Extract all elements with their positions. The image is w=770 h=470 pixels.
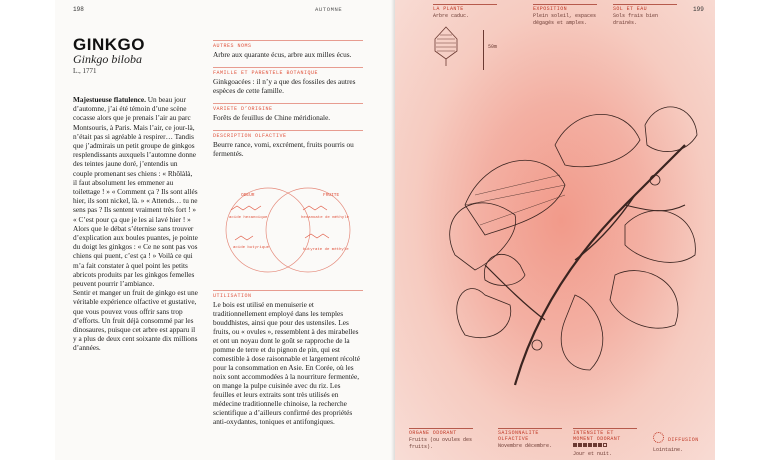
main-text xyxy=(73,95,198,353)
paragraph-2: Sentir et manger un fruit de ginkgo est une véritable expérience olfactive et gustative, que vous pouvez vous offrir sans trop d’efforts. Un fruit déjà consommé par les dinosaures, puisque cet arbre est apparu il y a plus de deux cent soixante dix millions d’années. xyxy=(73,288,198,353)
tag-seasonality xyxy=(498,428,562,450)
info-block xyxy=(213,67,363,95)
ginkgo-leaf xyxy=(555,114,640,166)
size-label: 50m xyxy=(488,44,498,50)
ginkgo-leaf xyxy=(645,107,697,152)
molecule-structure xyxy=(305,234,329,238)
info-label: VARIETE D’ORIGINE xyxy=(213,103,363,112)
venn-label-right: FRUITE xyxy=(323,193,340,198)
ginkgo-leaf xyxy=(610,271,678,329)
info-block xyxy=(213,130,363,158)
molecule-name: acide butyrique xyxy=(233,246,270,250)
molecule-structure xyxy=(303,206,327,210)
usage-section xyxy=(213,290,363,426)
intensity-dot-filled xyxy=(593,443,597,447)
info-text: Forêts de feuillus de Chine méridionale. xyxy=(213,113,331,122)
tag-label: SAISONNALITE OLFACTIVE xyxy=(498,428,562,442)
ginkgo-fruit xyxy=(532,340,542,350)
info-text: Beurre rance, vomi, excrément, fruits pourris ou fermentés. xyxy=(213,140,354,158)
ginkgo-leaf xyxy=(465,160,565,235)
molecule-name: hexanoate de méthyle xyxy=(301,216,350,220)
ginkgo-leaf xyxy=(450,203,516,270)
intensity-dot-filled xyxy=(588,443,592,447)
tag-label: INTENSITE ET MOMENT ODORANT xyxy=(573,428,637,442)
tag-label: LA PLANTE xyxy=(433,4,497,12)
right-page xyxy=(395,0,715,460)
diffusion-icon xyxy=(653,432,664,443)
plant-title: GINKGO xyxy=(73,35,145,54)
intro-text: Un beau jour d’automne, j’ai été témoin d’une scène cocasse alors que je prenais l’air au parc Montsouris, à Paris. Mais l’air, ce jour-là, n’était pas si agréable à respirer… Tandis que j’admirais un petit groupe de ginkgos resplendissants auxquels l’automne donne des teintes jaune doré, j’entendis un couple promenant ses chiens : « Rhôlàlà, il faut absolument les emmener au toilettage ! » « Comment ça ? Ils sont allés hier, ils sont nickel, là. » « Attends… tu ne sens pas ? Ils sentent vraiment très fort ! » « C’est pour ça que je les ai lavé hier ! » Alors que le débat s’éternise sans trouver d’explication aux boules puantes, je pointe du doigt les ginkgos : « Ce ne sont pas vos chiens qui puent, c’est ça ! » Voilà ce qui m’a fait constater à quel point les petits abricots produits par les ginkgos femelles peuvent pourrir l’ambiance. xyxy=(73,95,198,289)
ginkgo-leaf xyxy=(625,211,695,263)
info-block xyxy=(213,40,363,59)
book-spread xyxy=(55,0,715,460)
info-label: FAMILLE ET PARENTELE BOTANIQUE xyxy=(213,67,363,76)
tag-value: Arbre caduc. xyxy=(433,13,470,19)
venn-label-left: ODEUR xyxy=(241,193,255,198)
info-label: DESCRIPTION OLFACTIVE xyxy=(213,130,363,139)
venn-circle-left xyxy=(226,188,310,272)
intensity-dots xyxy=(573,443,637,450)
tag-label: ORGANE ODORANT xyxy=(409,428,473,436)
page-number-right: 199 xyxy=(693,6,704,13)
info-text: Ginkgoacées : il n’y a que des fossiles des autres espèces de cette famille. xyxy=(213,77,356,95)
ginkgo-leaf xyxy=(457,289,511,338)
tag-value: Plein soleil, espaces dégagés et amples. xyxy=(533,13,597,26)
intensity-dot-filled xyxy=(583,443,587,447)
molecule-name: acide hexanoique xyxy=(229,216,268,220)
tag-diffusion xyxy=(653,428,709,454)
molecule-name: butyrate de méthyle xyxy=(303,248,349,252)
tree-silhouette-icon xyxy=(433,25,459,67)
tag-label: SOL ET EAU xyxy=(613,4,677,12)
info-block xyxy=(213,103,363,122)
info-column xyxy=(213,40,363,166)
tag-intensity xyxy=(573,428,637,457)
tag-value: Jour et nuit. xyxy=(573,450,613,457)
intensity-dot-empty xyxy=(603,443,607,447)
tag-label: EXPOSITION xyxy=(533,4,597,12)
odor-venn-diagram xyxy=(213,178,363,288)
venn-circle-right xyxy=(266,188,350,272)
tag-exposition xyxy=(533,4,597,26)
latin-name: Ginkgo biloba xyxy=(73,52,142,66)
intro-bold: Majestueuse flatulence. xyxy=(73,95,146,104)
page-number-left: 198 xyxy=(73,6,84,13)
usage-text: Le bois est utilisé en menuiserie et traditionnellement employé dans les temples bouddhistes, ainsi que pour des ustensiles. Les fruits, ou « ovules », ressemblent à des mirabelles et ont un noyau dont le goût se rapproche de la pomme de terre et du pignon de pin, qui est comestible à dose raisonnable et largement récolté pour la consommation en Asie. En Corée, où les noix sont accommodées à la nourriture fermentée, on mange la pulpe cuisinée avec du riz. Les feuilles et leurs extraits sont très utilisés en médecine traditionnelle chinoise, la recherche scientifique a d’ailleurs confirmé des propriétés anti-oxydantes, toniques et antifongiques. xyxy=(213,300,360,426)
tag-plant xyxy=(433,4,497,20)
left-page xyxy=(55,0,395,460)
section-title: AUTOMNE xyxy=(315,6,343,13)
info-text: Arbre aux quarante écus, arbre aux milles écus. xyxy=(213,50,352,59)
ginkgo-leaf xyxy=(561,295,603,370)
tag-value: Novembre décembre. xyxy=(498,443,553,449)
tag-value: Sols frais bien drainés. xyxy=(613,13,659,26)
author-citation: L., 1771 xyxy=(73,67,97,75)
intensity-dot-filled xyxy=(598,443,602,447)
tag-odor-organ xyxy=(409,428,473,450)
tag-value: Lointaine. xyxy=(653,447,684,453)
molecule-structure xyxy=(235,236,253,240)
side-branch xyxy=(485,265,545,320)
molecule-structure xyxy=(231,206,261,210)
info-label: AUTRES NOMS xyxy=(213,40,363,49)
side-branch xyxy=(625,205,685,211)
ginkgo-illustration xyxy=(425,85,705,405)
intensity-dot-filled xyxy=(573,443,577,447)
size-scale-bar xyxy=(483,30,484,70)
tag-label: DIFFUSION xyxy=(668,437,699,443)
usage-label: UTILISATION xyxy=(213,290,363,299)
tag-value: Fruits (ou ovules des fruits). xyxy=(409,437,473,450)
tag-soil-water xyxy=(613,4,677,26)
intensity-dot-filled xyxy=(578,443,582,447)
